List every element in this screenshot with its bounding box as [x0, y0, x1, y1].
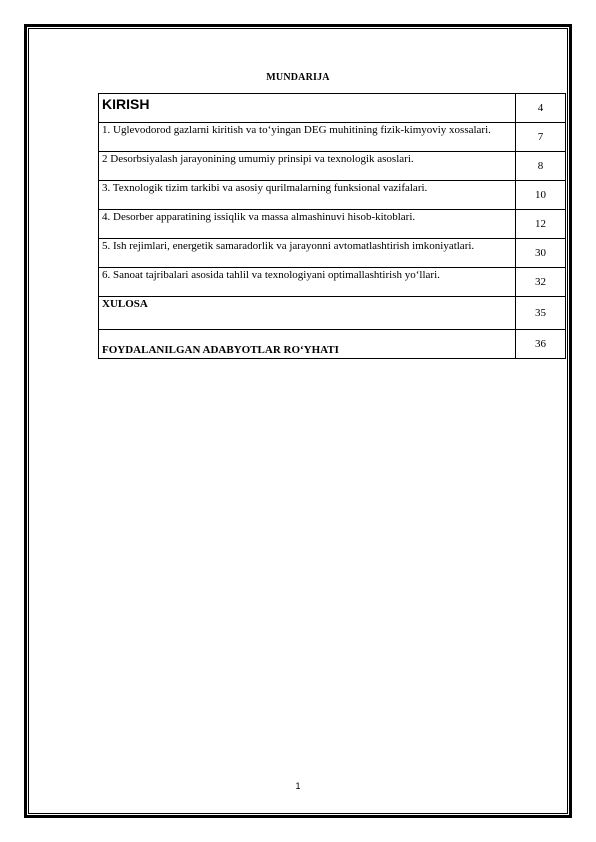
toc-row[interactable] [99, 297, 566, 330]
toc-entry-text: 1. Uglevodorod gazlarni kiritish va to‘yingan DEG muhitining fizik-kimyoviy xossalari. [99, 123, 516, 152]
toc-row[interactable] [99, 210, 566, 239]
toc-page-number: 35 [516, 297, 566, 330]
toc-entry-text: 2 Desorbsiyalash jarayonining umumiy prinsipi va texnologik asoslari. [99, 152, 516, 181]
toc-page-number: 32 [516, 268, 566, 297]
toc-page-number: 4 [516, 94, 566, 123]
toc-entry-text: XULOSA [99, 297, 516, 330]
toc-page-number: 12 [516, 210, 566, 239]
toc-entry-text: 5. Ish rejimlari, energetik samaradorlik va jarayonni avtomatlashtirish imkoniyatlari. [99, 239, 516, 268]
toc-page-number: 36 [516, 330, 566, 359]
toc-row[interactable] [99, 123, 566, 152]
toc-entry-text: KIRISH [99, 94, 516, 123]
toc-entry-text: 6. Sanoat tajribalari asosida tahlil va texnologiyani optimallashtirish yo‘llari. [99, 268, 516, 297]
toc-row[interactable] [99, 94, 566, 123]
page-number: 1 [295, 781, 301, 791]
toc-entry-text: 4. Desorber apparatining issiqlik va massa almashinuvi hisob-kitoblari. [99, 210, 516, 239]
document-title: MUNDARIJA [266, 72, 330, 83]
toc-row[interactable] [99, 330, 566, 359]
table-of-contents [98, 93, 566, 359]
toc-page-number: 7 [516, 123, 566, 152]
toc-page-number: 30 [516, 239, 566, 268]
toc-row[interactable] [99, 239, 566, 268]
toc-page-number: 8 [516, 152, 566, 181]
toc-page-number: 10 [516, 181, 566, 210]
toc-entry-text: 3. Texnologik tizim tarkibi va asosiy qurilmalarning funksional vazifalari. [99, 181, 516, 210]
toc-row[interactable] [99, 268, 566, 297]
toc-entry-text: FOYDALANILGAN ADABYOTLAR RO‘YHATI [99, 330, 516, 359]
toc-row[interactable] [99, 181, 566, 210]
toc-row[interactable] [99, 152, 566, 181]
